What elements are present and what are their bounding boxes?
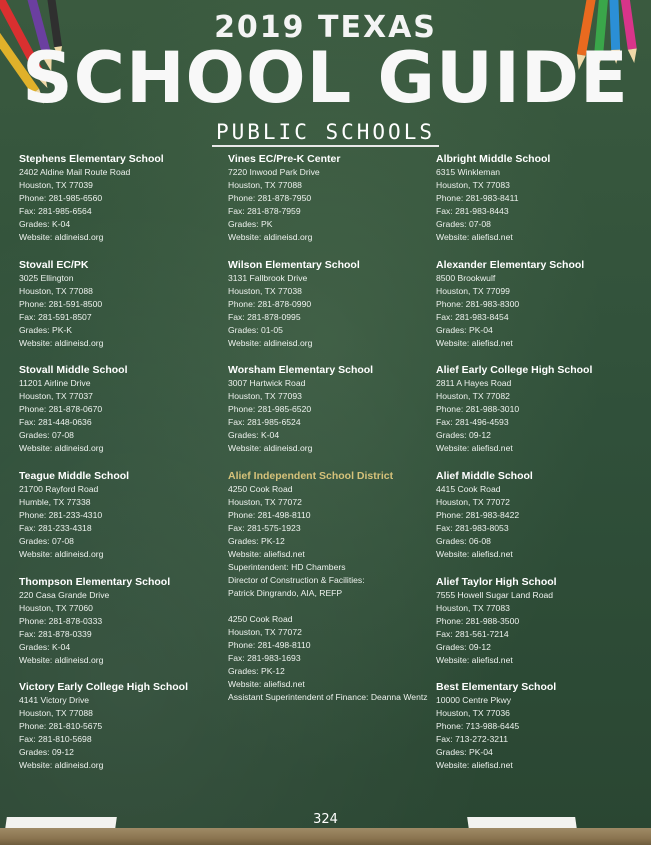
school-phone: Phone: 281-878-0670 xyxy=(19,404,103,415)
school-fax: Fax: 281-591-8507 xyxy=(19,311,92,322)
school-grades: Grades: 07-08 xyxy=(436,219,491,229)
school-address: 4415 Cook Road xyxy=(436,484,501,495)
school-website: Website: aliefisd.net xyxy=(436,232,513,242)
spacer xyxy=(228,600,433,613)
school-fax: Fax: 281-561-7214 xyxy=(436,628,509,639)
school-city: Houston, TX 77083 xyxy=(436,602,510,613)
school-address: 7555 Howell Sugar Land Road xyxy=(436,589,554,600)
school-name: Vines EC/Pre-K Center xyxy=(228,153,341,165)
school-website: Website: aldineisd.org xyxy=(19,760,104,771)
school-phone: Phone: 281-983-8300 xyxy=(436,298,520,309)
district-line: Fax: 281-575-1923 xyxy=(228,523,301,534)
school-city: Houston, TX 77060 xyxy=(19,602,93,613)
school-fax: Fax: 281-983-8053 xyxy=(436,523,509,534)
district-line: 4250 Cook Road xyxy=(228,484,293,495)
school-name: Teague Middle School xyxy=(19,470,130,483)
school-city: Houston, TX 77072 xyxy=(436,497,510,508)
district-line: 4250 Cook Road xyxy=(228,614,293,625)
school-address: 11201 Airline Drive xyxy=(19,378,91,389)
school-phone: Phone: 281-878-7950 xyxy=(228,193,312,203)
school-grades: Grades: 09-12 xyxy=(19,747,74,758)
school-entry xyxy=(436,576,641,681)
school-fax: Fax: 281-496-4593 xyxy=(436,417,509,428)
school-phone: Phone: 281-810-5675 xyxy=(19,721,103,732)
school-fax: Fax: 713-272-3211 xyxy=(436,734,508,745)
school-grades: Grades: PK-04 xyxy=(436,324,493,335)
chalkboard-ledge xyxy=(0,828,651,845)
school-city: Humble, TX 77338 xyxy=(19,497,91,508)
school-city: Houston, TX 77093 xyxy=(228,391,302,402)
school-address: 8500 Brookwulf xyxy=(436,272,496,283)
school-city: Houston, TX 77036 xyxy=(436,708,510,719)
school-fax: Fax: 281-233-4318 xyxy=(19,523,92,534)
school-city: Houston, TX 77082 xyxy=(436,391,510,402)
school-entry xyxy=(19,259,224,364)
school-entry xyxy=(436,153,641,258)
school-entry xyxy=(19,576,224,681)
school-name: Worsham Elementary School xyxy=(228,364,374,377)
school-fax: Fax: 281-985-6564 xyxy=(19,206,92,216)
school-website: Website: aldineisd.org xyxy=(19,232,104,242)
school-grades: Grades: K-04 xyxy=(19,641,71,652)
district-entry xyxy=(228,470,433,704)
school-entry xyxy=(436,681,641,786)
school-grades: Grades: 09-12 xyxy=(436,641,491,652)
school-phone: Phone: 281-233-4310 xyxy=(19,510,103,521)
school-website: Website: aldineisd.org xyxy=(228,232,313,242)
district-line: Website: aliefisd.net xyxy=(228,549,305,560)
school-phone: Phone: 281-591-8500 xyxy=(19,298,103,309)
school-fax: Fax: 281-983-8443 xyxy=(436,206,509,216)
school-entry xyxy=(19,364,224,469)
school-address: 7220 Inwood Park Drive xyxy=(228,167,320,177)
school-name: Alief Middle School xyxy=(436,470,533,483)
school-fax: Fax: 281-985-6524 xyxy=(228,417,301,428)
column-2 xyxy=(228,152,433,704)
school-fax: Fax: 281-448-0636 xyxy=(19,417,92,428)
school-address: 2811 A Hayes Road xyxy=(436,378,512,389)
school-phone: Phone: 281-983-8411 xyxy=(436,193,519,203)
school-grades: Grades: 07-08 xyxy=(19,430,74,441)
school-website: Website: aldineisd.org xyxy=(19,337,104,348)
school-entry xyxy=(228,259,433,364)
school-address: 4141 Victory Drive xyxy=(19,695,90,706)
school-entry xyxy=(436,259,641,364)
school-website: Website: aldineisd.org xyxy=(19,443,104,454)
school-name: Stovall EC/PK xyxy=(19,258,89,271)
school-name: Stephens Elementary School xyxy=(19,153,164,165)
school-entry xyxy=(19,470,224,575)
school-entry xyxy=(228,364,433,469)
school-fax: Fax: 281-878-0339 xyxy=(19,628,92,639)
school-city: Houston, TX 77037 xyxy=(19,391,93,402)
school-grades: Grades: K-04 xyxy=(228,430,280,441)
school-name: Alexander Elementary School xyxy=(436,258,585,271)
school-city: Houston, TX 77039 xyxy=(19,180,93,190)
district-line: Grades: PK-12 xyxy=(228,666,285,677)
school-grades: Grades: 07-08 xyxy=(19,536,74,547)
district-line: Assistant Superintendent of Finance: Deanna Wentz xyxy=(228,692,428,703)
school-entry xyxy=(19,153,224,258)
school-city: Houston, TX 77088 xyxy=(19,285,93,296)
school-website: Website: aliefisd.net xyxy=(436,549,513,560)
school-website: Website: aldineisd.org xyxy=(19,549,104,560)
school-phone: Phone: 713-988-6445 xyxy=(436,721,520,732)
header-year: 2019 TEXAS xyxy=(214,10,437,45)
district-line: Grades: PK-12 xyxy=(228,536,285,547)
school-entry xyxy=(436,470,641,575)
school-website: Website: aliefisd.net xyxy=(436,654,513,665)
school-name: Thompson Elementary School xyxy=(19,575,171,588)
page-subtitle: PUBLIC SCHOOLS xyxy=(0,120,651,144)
district-line: Superintendent: HD Chambers xyxy=(228,562,346,573)
district-line: Phone: 281-498-8110 xyxy=(228,640,311,651)
school-phone: Phone: 281-878-0990 xyxy=(228,298,312,309)
school-city: Houston, TX 77083 xyxy=(436,180,510,190)
district-name: Alief Independent School District xyxy=(228,470,394,483)
school-address: 220 Casa Grande Drive xyxy=(19,589,110,600)
school-address: 10000 Centre Pkwy xyxy=(436,695,511,706)
school-name: Best Elementary School xyxy=(436,681,557,694)
school-fax: Fax: 281-810-5698 xyxy=(19,734,92,745)
district-line: Houston, TX 77072 xyxy=(228,627,302,638)
school-address: 3007 Hartwick Road xyxy=(228,378,306,389)
school-fax: Fax: 281-878-7959 xyxy=(228,206,301,216)
school-address: 2402 Aldine Mail Route Road xyxy=(19,167,131,177)
school-address: 3131 Fallbrook Drive xyxy=(228,272,308,283)
school-phone: Phone: 281-988-3500 xyxy=(436,615,520,626)
school-grades: Grades: 06-08 xyxy=(436,536,491,547)
school-website: Website: aldineisd.org xyxy=(19,654,104,665)
school-entry xyxy=(19,681,224,786)
school-website: Website: aldineisd.org xyxy=(228,443,313,454)
school-grades: Grades: 09-12 xyxy=(436,430,491,441)
school-name: Alief Taylor High School xyxy=(436,575,557,588)
school-fax: Fax: 281-983-8454 xyxy=(436,311,509,322)
school-city: Houston, TX 77038 xyxy=(228,285,302,296)
district-line: Phone: 281-498-8110 xyxy=(228,510,311,521)
school-grades: Grades: PK-04 xyxy=(436,747,493,758)
school-website: Website: aliefisd.net xyxy=(436,760,513,771)
school-website: Website: aldineisd.org xyxy=(228,337,313,348)
school-phone: Phone: 281-985-6560 xyxy=(19,193,103,203)
page-title: SCHOOL GUIDE xyxy=(22,37,629,119)
school-name: Stovall Middle School xyxy=(19,364,128,377)
page-number: 324 xyxy=(313,812,338,827)
school-address: 3025 Ellington xyxy=(19,272,74,283)
school-name: Wilson Elementary School xyxy=(228,258,360,271)
school-entry xyxy=(436,364,641,469)
column-3 xyxy=(436,152,641,786)
district-line: Houston, TX 77072 xyxy=(228,497,302,508)
school-fax: Fax: 281-878-0995 xyxy=(228,311,301,322)
school-grades: Grades: PK-K xyxy=(19,324,73,335)
school-city: Houston, TX 77088 xyxy=(228,180,302,190)
district-line: Director of Construction & Facilities: xyxy=(228,575,365,586)
school-entry xyxy=(228,153,433,258)
school-grades: Grades: PK xyxy=(228,219,273,229)
school-phone: Phone: 281-988-3010 xyxy=(436,404,520,415)
school-name: Alief Early College High School xyxy=(436,364,593,377)
school-phone: Phone: 281-985-6520 xyxy=(228,404,312,415)
school-grades: Grades: 01-05 xyxy=(228,324,283,335)
school-city: Houston, TX 77099 xyxy=(436,285,510,296)
school-phone: Phone: 281-983-8422 xyxy=(436,510,520,521)
column-1 xyxy=(19,152,224,786)
school-website: Website: aliefisd.net xyxy=(436,443,513,454)
district-line: Fax: 281-983-1693 xyxy=(228,653,301,664)
school-name: Victory Early College High School xyxy=(19,681,189,694)
school-grades: Grades: K-04 xyxy=(19,219,71,229)
school-phone: Phone: 281-878-0333 xyxy=(19,615,103,626)
district-line: Website: aliefisd.net xyxy=(228,679,305,690)
school-address: 6315 Winkleman xyxy=(436,167,501,177)
school-address: 21700 Rayford Road xyxy=(19,484,99,495)
school-city: Houston, TX 77088 xyxy=(19,708,93,719)
district-line: Patrick Dingrando, AIA, REFP xyxy=(228,588,343,599)
school-website: Website: aliefisd.net xyxy=(436,337,513,348)
school-name: Albright Middle School xyxy=(436,153,551,165)
